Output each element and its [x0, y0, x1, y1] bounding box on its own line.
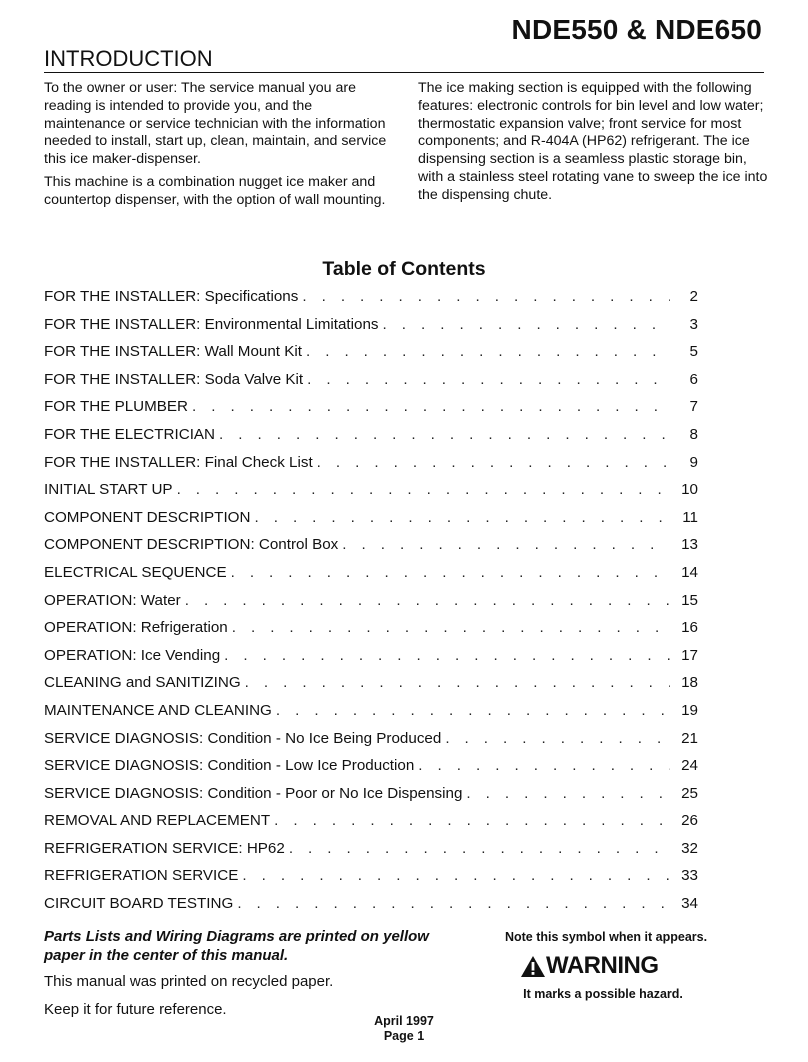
toc-entry-page: 32: [681, 839, 698, 857]
toc-entry[interactable]: [44, 509, 698, 537]
toc-entry-page: 26: [681, 812, 698, 830]
toc-entry[interactable]: [44, 371, 698, 399]
toc-dot-leader: [177, 481, 670, 498]
toc-entry-page: 21: [681, 729, 698, 747]
toc-entry-page: 19: [681, 701, 698, 719]
toc-entry[interactable]: [44, 647, 698, 675]
footer-date: April 1997: [374, 1014, 434, 1028]
toc-dot-leader: [466, 785, 670, 802]
toc-entry-title: CLEANING and SANITIZING: [44, 674, 241, 692]
toc-entry[interactable]: [44, 895, 698, 923]
toc-entry[interactable]: [44, 454, 698, 482]
toc-entry-title: INITIAL START UP: [44, 481, 173, 499]
toc-entry-title: OPERATION: Water: [44, 591, 181, 609]
toc-entry-page: 33: [681, 867, 698, 885]
footer-page: Page 1: [383, 1029, 425, 1043]
toc-dot-leader: [307, 371, 670, 388]
model-title: NDE550 & NDE650: [511, 14, 762, 45]
toc-entry[interactable]: [44, 536, 698, 564]
toc-dot-leader: [289, 840, 670, 857]
hazard-note: It marks a possible hazard.: [523, 987, 683, 1001]
toc-dot-leader: [254, 509, 670, 526]
toc-dot-leader: [224, 647, 670, 664]
toc-entry-page: 16: [681, 619, 698, 637]
toc-dot-leader: [306, 343, 670, 360]
toc-entry[interactable]: [44, 288, 698, 316]
toc-entry-title: FOR THE PLUMBER: [44, 398, 189, 416]
toc-entry-title: SERVICE DIAGNOSIS: Condition - No Ice Being Produced: [44, 729, 442, 747]
warning-label: WARNING: [546, 952, 659, 979]
toc-entry-page: 15: [681, 591, 698, 609]
toc-entry-title: FOR THE INSTALLER: Environmental Limitations: [44, 315, 379, 333]
toc-dot-leader: [418, 757, 670, 774]
intro-left-column: [44, 80, 392, 215]
symbol-note: Note this symbol when it appears.: [504, 930, 708, 944]
toc-dot-leader: [342, 536, 670, 553]
toc-entry[interactable]: [44, 398, 698, 426]
toc-entry-page: 24: [681, 757, 698, 775]
toc-entry-page: 3: [689, 315, 698, 333]
toc-entry-title: REMOVAL AND REPLACEMENT: [44, 812, 271, 830]
toc-entry-title: REFRIGERATION SERVICE: [44, 867, 239, 885]
toc-entry-title: MAINTENANCE AND CLEANING: [44, 701, 272, 719]
toc-entry[interactable]: [44, 426, 698, 454]
toc-entry-title: FOR THE INSTALLER: Final Check List: [44, 453, 313, 471]
toc-entry-page: 7: [689, 398, 698, 416]
toc-entry-page: 13: [681, 536, 698, 554]
toc-entry-page: 10: [681, 481, 698, 499]
toc-entry-page: 11: [682, 508, 698, 526]
toc-entry-title: ELECTRICAL SEQUENCE: [44, 563, 227, 581]
toc-entry[interactable]: [44, 343, 698, 371]
toc-dot-leader: [302, 288, 670, 305]
toc-entry-page: 18: [681, 674, 698, 692]
toc-entry-title: FOR THE INSTALLER: Specifications: [44, 288, 299, 305]
toc-dot-leader: [231, 564, 670, 581]
toc-entry[interactable]: [44, 316, 698, 344]
section-title: INTRODUCTION: [44, 46, 213, 71]
toc-entry[interactable]: [44, 867, 698, 895]
toc-dot-leader: [219, 426, 670, 443]
toc-entry[interactable]: [44, 840, 698, 868]
toc-entry-page: 17: [681, 646, 698, 664]
toc-dot-leader: [237, 895, 670, 912]
toc-entry-title: COMPONENT DESCRIPTION: [44, 508, 251, 526]
toc-dot-leader: [274, 812, 670, 829]
toc-entry-title: FOR THE INSTALLER: Wall Mount Kit: [44, 343, 302, 361]
toc-entry[interactable]: [44, 619, 698, 647]
toc-entry-page: 9: [689, 453, 698, 471]
toc-entry[interactable]: [44, 702, 698, 730]
toc-dot-leader: [276, 702, 670, 719]
parts-note: Parts Lists and Wiring Diagrams are printed on yellow paper in the center of this manual.: [44, 928, 429, 964]
toc-dot-leader: [192, 398, 670, 415]
toc-entry-title: OPERATION: Refrigeration: [44, 619, 228, 637]
toc-entry[interactable]: [44, 674, 698, 702]
toc-dot-leader: [185, 592, 670, 609]
header-divider: [44, 72, 764, 73]
toc-entry-title: FOR THE ELECTRICIAN: [44, 425, 216, 443]
toc-entry-page: 6: [689, 370, 698, 388]
recycled-note: This manual was printed on recycled paper.: [44, 973, 334, 990]
toc-entry[interactable]: [44, 757, 698, 785]
toc-entry-title: SERVICE DIAGNOSIS: Condition - Poor or No Ice Dispensing: [44, 784, 463, 802]
intro-paragraph: The ice making section is equipped with the following features: electronic controls for bin level and low water; thermostatic expansion valve; front service for most components; and R-404A (HP62) refrigerant. The ice dispensing section is a seamless plastic storage bin, with a stainless steel rotating vane to sweep the ice into the dispensing chute.: [418, 80, 768, 203]
toc-entry-title: OPERATION: Ice Vending: [44, 646, 221, 664]
warning-badge: [520, 952, 659, 980]
toc-entry-page: 5: [689, 343, 698, 361]
toc-dot-leader: [445, 730, 670, 747]
toc-entry[interactable]: [44, 812, 698, 840]
toc-entry-title: REFRIGERATION SERVICE: HP62: [44, 839, 285, 857]
toc-entry[interactable]: [44, 564, 698, 592]
toc-entry[interactable]: [44, 481, 698, 509]
warning-triangle-icon: [520, 955, 546, 978]
toc-heading: Table of Contents: [322, 258, 486, 280]
toc-dot-leader: [383, 316, 670, 333]
toc-dot-leader: [242, 867, 670, 884]
intro-paragraph: This machine is a combination nugget ice maker and countertop dispenser, with the option of wall mounting.: [44, 173, 386, 208]
toc-entry-title: SERVICE DIAGNOSIS: Condition - Low Ice Production: [44, 757, 415, 775]
toc-entry-page: 14: [681, 563, 698, 581]
toc-entry-title: FOR THE INSTALLER: Soda Valve Kit: [44, 370, 304, 388]
keep-note: Keep it for future reference.: [44, 1001, 227, 1018]
intro-paragraph: To the owner or user: The service manual you are reading is intended to provide you, and the maintenance or service technician with the information needed to install, start up, clean, maintain, and service this ice maker-dispenser.: [44, 80, 387, 168]
toc-entry[interactable]: [44, 592, 698, 620]
toc-entry-title: CIRCUIT BOARD TESTING: [44, 895, 234, 913]
toc-entry[interactable]: [44, 730, 698, 758]
toc-entry-page: 8: [689, 425, 698, 443]
toc-entry[interactable]: [44, 785, 698, 813]
toc-entry-page: 25: [681, 784, 698, 802]
intro-right-column: [418, 80, 768, 210]
toc-entry-page: 34: [681, 895, 698, 913]
toc-dot-leader: [245, 674, 670, 691]
toc-entry-page: 2: [689, 288, 698, 305]
toc-dot-leader: [317, 454, 670, 471]
toc-dot-leader: [232, 619, 670, 636]
toc-entry-title: COMPONENT DESCRIPTION: Control Box: [44, 536, 339, 554]
table-of-contents: [44, 288, 698, 923]
